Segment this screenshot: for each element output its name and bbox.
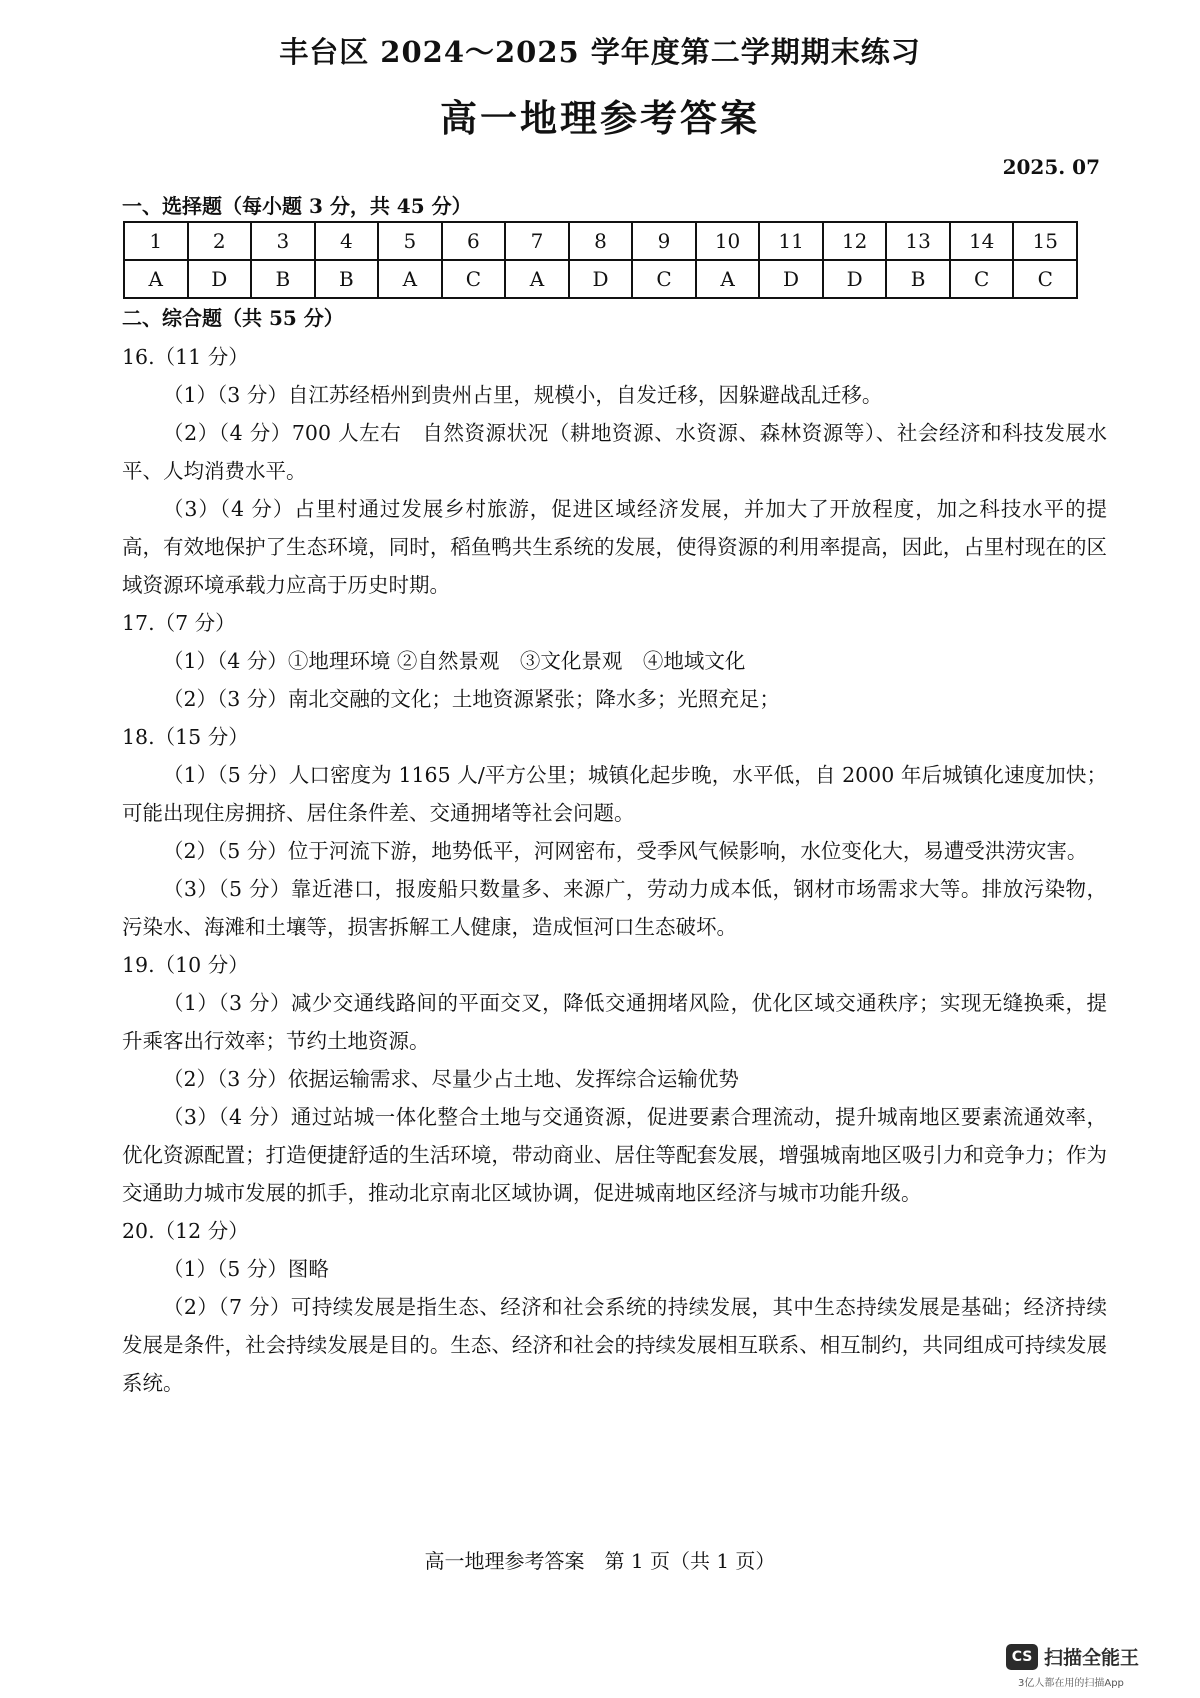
question-17-heading: 17.（7 分） (122, 611, 236, 635)
question-19-part-1: （1）（3 分）减少交通线路间的平面交叉，降低交通拥堵风险，优化区域交通秩序；实现无缝换乘，提升乘客出行效率；节约土地资源。 (122, 991, 1107, 1053)
question-number-row (124, 222, 1077, 260)
question-number: 13 (886, 222, 950, 260)
question-19-part-2: （2）（3 分）依据运输需求、尽量少占土地、发挥综合运输优势 (163, 1067, 739, 1091)
answer-cell: B (251, 260, 315, 298)
section-choice-heading: 一、选择题（每小题 3 分，共 45 分） (122, 194, 472, 218)
question-16-heading: 16.（11 分） (122, 345, 249, 369)
answer-cell: C (442, 260, 506, 298)
answer-cell: D (569, 260, 633, 298)
question-16-part-3: （3）（4 分）占里村通过发展乡村旅游，促进区域经济发展，并加大了开放程度，加之科技水平的提高，有效地保护了生态环境，同时，稻鱼鸭共生系统的发展，使得资源的利用率提高，因此，占里村现在的区域资源环境承载力应高于历史时期。 (122, 497, 1107, 597)
document-subtitle: 高一地理参考答案 (440, 96, 760, 140)
choice-answer-table (123, 221, 1078, 299)
watermark-tagline: 3亿人都在用的扫描App (1018, 1678, 1124, 1689)
watermark-app-name: 扫描全能王 (1044, 1647, 1140, 1669)
document-title: 丰台区 2024～2025 学年度第二学期期末练习 (279, 35, 921, 69)
answer-cell: A (505, 260, 569, 298)
question-17-part-1: （1）（4 分）①地理环境 ②自然景观 ③文化景观 ④地域文化 (163, 649, 746, 673)
answer-cell: C (632, 260, 696, 298)
question-number: 9 (632, 222, 696, 260)
question-20-part-2: （2）（7 分）可持续发展是指生态、经济和社会系统的持续发展，其中生态持续发展是基础；经济持续发展是条件，社会持续发展是目的。生态、经济和社会的持续发展相互联系、相互制约，共同组成可持续发展系统。 (122, 1295, 1107, 1395)
question-number: 3 (251, 222, 315, 260)
question-number: 6 (442, 222, 506, 260)
question-number: 14 (950, 222, 1014, 260)
camscanner-logo-icon: CS (1006, 1644, 1038, 1670)
answer-cell: D (188, 260, 252, 298)
answer-row (124, 260, 1077, 298)
question-number: 8 (569, 222, 633, 260)
answer-cell: C (1013, 260, 1077, 298)
answer-cell: B (315, 260, 379, 298)
scanner-watermark (1006, 1640, 1176, 1692)
question-number: 2 (188, 222, 252, 260)
question-number: 1 (124, 222, 188, 260)
answer-cell: C (950, 260, 1014, 298)
question-number: 11 (759, 222, 823, 260)
document-date: 2025. 07 (1002, 155, 1100, 179)
answer-cell: D (759, 260, 823, 298)
question-18-part-2: （2）（5 分）位于河流下游，地势低平，河网密布，受季风气候影响，水位变化大，易遭受洪涝灾害。 (163, 839, 1088, 863)
question-17-part-2: （2）（3 分）南北交融的文化；土地资源紧张；降水多；光照充足； (163, 687, 780, 711)
question-19-part-3: （3）（4 分）通过站城一体化整合土地与交通资源，促进要素合理流动，提升城南地区要素流通效率，优化资源配置；打造便捷舒适的生活环境，带动商业、居住等配套发展，增强城南地区吸引力和竞争力；作为交通助力城市发展的抓手，推动北京南北区域协调，促进城南地区经济与城市功能升级。 (122, 1105, 1107, 1205)
question-16-part-2: （2）（4 分）700 人左右 自然资源状况（耕地资源、水资源、森林资源等）、社会经济和科技发展水平、人均消费水平。 (122, 421, 1107, 483)
question-number: 15 (1013, 222, 1077, 260)
question-16-part-1: （1）（3 分）自江苏经梧州到贵州占里，规模小，自发迁移，因躲避战乱迁移。 (163, 383, 883, 407)
comprehensive-answers (122, 338, 1107, 1402)
question-number: 4 (315, 222, 379, 260)
section-comprehensive-heading: 二、综合题（共 55 分） (122, 306, 344, 330)
page-footer: 高一地理参考答案 第 1 页（共 1 页） (424, 1549, 776, 1573)
question-20-heading: 20.（12 分） (122, 1219, 249, 1243)
answer-cell: A (378, 260, 442, 298)
question-18-heading: 18.（15 分） (122, 725, 249, 749)
question-19-heading: 19.（10 分） (122, 953, 249, 977)
question-number: 12 (823, 222, 887, 260)
answer-cell: A (124, 260, 188, 298)
answer-cell: D (823, 260, 887, 298)
answer-cell: A (696, 260, 760, 298)
question-20-part-1: （1）（5 分）图略 (163, 1257, 329, 1281)
answer-cell: B (886, 260, 950, 298)
question-18-part-1: （1）（5 分）人口密度为 1165 人/平方公里；城镇化起步晚，水平低，自 2000 年后城镇化速度加快；可能出现住房拥挤、居住条件差、交通拥堵等社会问题。 (122, 763, 1107, 825)
question-18-part-3: （3）（5 分）靠近港口，报废船只数量多、来源广，劳动力成本低，钢材市场需求大等。排放污染物，污染水、海滩和土壤等，损害拆解工人健康，造成恒河口生态破坏。 (122, 877, 1107, 939)
question-number: 7 (505, 222, 569, 260)
question-number: 10 (696, 222, 760, 260)
question-number: 5 (378, 222, 442, 260)
